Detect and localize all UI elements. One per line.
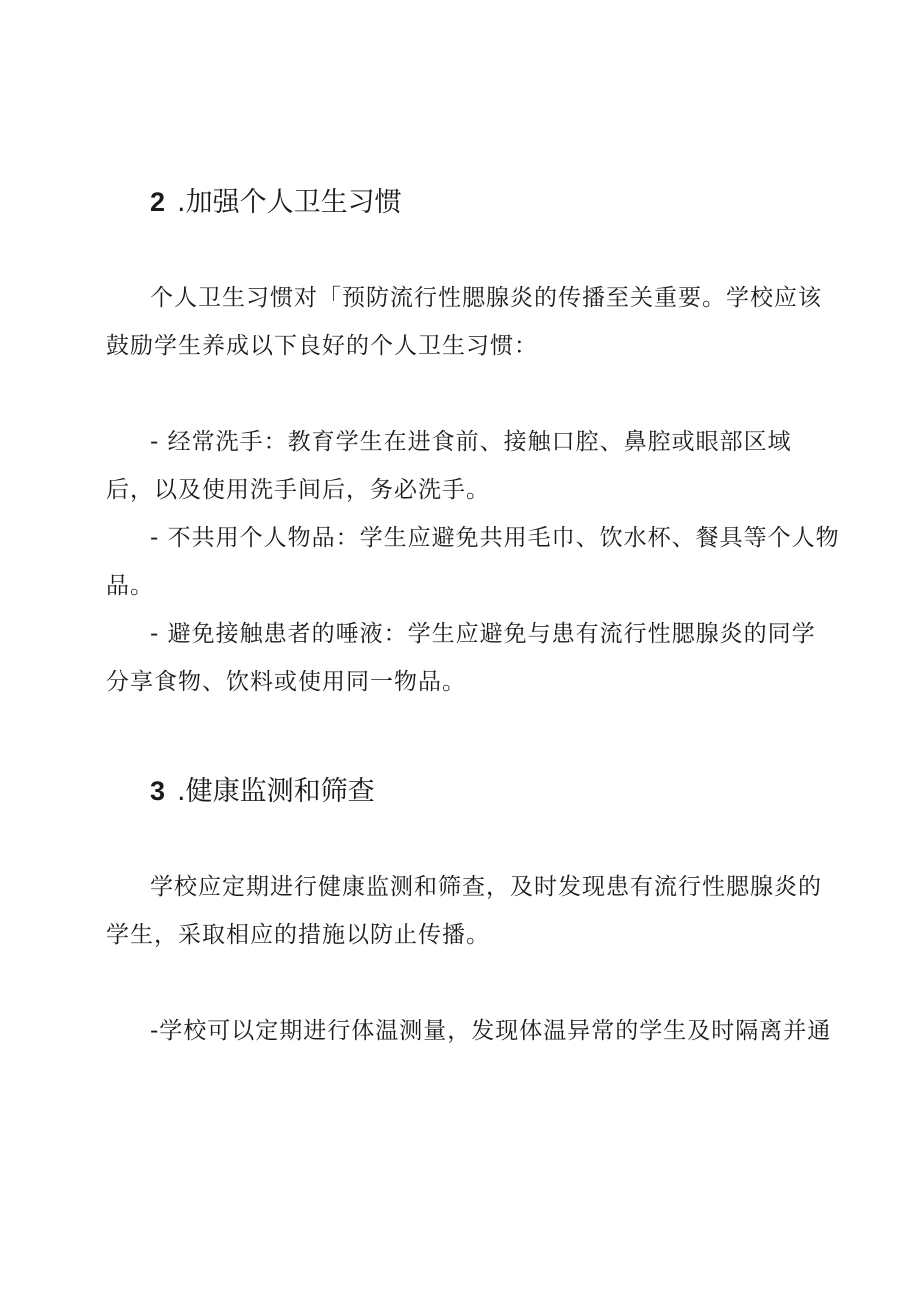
section-3-number: 3 [150, 776, 166, 806]
section-2-number: 2 [150, 187, 166, 217]
section-3-intro-line-1: 学校应定期进行健康监测和筛查，及时发现患有流行性腮腺炎的 [150, 874, 822, 900]
section-2-intro-line-1: 个人卫生习惯对「预防流行性腮腺炎的传播至关重要。学校应该 [150, 285, 822, 311]
section-2-intro [106, 274, 822, 370]
list-item-temperature: -学校可以定期进行体温测量，发现体温异常的学生及时隔离并通 [150, 1018, 832, 1044]
section-2-list [106, 418, 840, 706]
list-item-handwashing [106, 418, 806, 514]
section-3-intro-line-2: 学生，采取相应的措施以防止传播。 [106, 922, 490, 948]
section-3-heading [150, 769, 375, 808]
section-3-intro [106, 863, 822, 959]
section-3-title: .健康监测和筛查 [177, 776, 375, 807]
section-3-list [106, 1007, 832, 1055]
section-2-title: .加强个人卫生习惯 [177, 187, 402, 218]
list-item-line-1: - 经常洗手：教育学生在进食前、接触口腔、鼻腔或眼部区域 [150, 429, 792, 455]
list-item-line-2: 后，以及使用洗手间后，务必洗手。 [106, 477, 490, 503]
list-item-line-1: - 避免接触患者的唾液：学生应避免与患有流行性腮腺炎的同学 [150, 621, 816, 647]
section-2-heading [150, 180, 402, 219]
list-item-no-sharing [106, 514, 840, 610]
list-item-line-1: - 不共用个人物品：学生应避免共用毛巾、饮水杯、餐具等个人物 [150, 525, 840, 551]
list-item-avoid-saliva [106, 610, 816, 706]
list-item-line-2: 品。 [106, 573, 154, 599]
section-2-intro-line-2: 鼓励学生养成以下良好的个人卫生习惯： [106, 333, 538, 359]
list-item-line-2: 分享食物、饮料或使用同一物品。 [106, 669, 466, 695]
